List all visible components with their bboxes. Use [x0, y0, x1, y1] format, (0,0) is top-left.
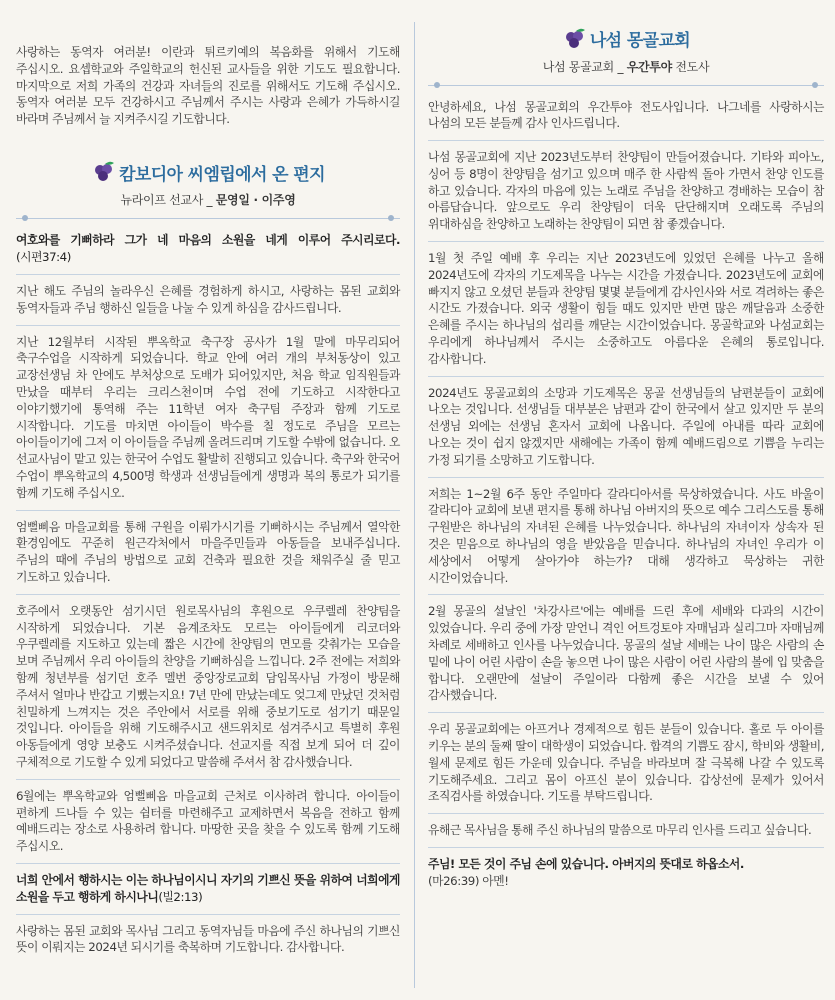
column-divider	[414, 22, 415, 988]
paragraph-separator	[428, 594, 824, 595]
closing-verse: 너희 안에서 행하시는 이는 하나님이시니 자기의 기쁘신 뜻을 위하여 너희에게 소원을 두고 행하게 하시나니(빌2:13)	[16, 872, 400, 904]
paragraph-separator	[16, 594, 400, 595]
paragraph: 저희는 1~2월 6주 동안 주일마다 갈라디아서를 묵상하였습니다. 사도 바울이 갈라디아 교회에 보낸 편지를 통해 하나님 아버지의 뜻으로 예수 그리스도를 통해 구원받은 하나님의 자녀된 은혜를 나누었습니다. 하나님의 자녀이자 상속자 된 것은 믿음으로 하나님의 영을 받았음을 믿습니다. 하나님의 자녀인 우리가 이 세상에서 어떻게 살아가야 하는가? 대해 생각하고 묵상하는 귀한 시간이었습니다.	[428, 486, 824, 585]
paragraph: 유해근 목사님을 통해 주신 하나님의 말씀으로 마무리 인사를 드리고 싶습니다.	[428, 823, 812, 838]
paragraph: 2월 몽골의 설날인 '차강사르'에는 예배를 드린 후에 세배와 다과의 시간이 있었습니다. 우리 중에 가장 맏언니 격인 어트겅토야 자매님과 실리그마 자매님께 차례로 세배하고 인사를 나누었습니다. 몽골의 설날 세배는 나이 많은 사람의 손 밑에 나이 어린 사람이 손을 놓으면 나이 많은 사람이 어린 사람의 볼에 입 맞춤을 합니다. 오랜만에 설날이 주일이라 다함께 좋은 시간을 보낼 수 있어 감사했습니다.	[428, 604, 824, 703]
section-title: 캄보디아 씨엠립에서 온 편지	[119, 164, 325, 185]
section-rule	[16, 214, 400, 224]
section-byline: 뉴라이프 선교사 _ 문영일 · 이주영	[120, 193, 296, 208]
grape-cluster-icon	[91, 160, 117, 184]
paragraph: 엄뻘삐음 마을교회를 통해 구원을 이뤄가시기를 기뻐하시는 주님께서 열악한 환경임에도 꾸준히 원근각처에서 마을주민들과 아동들을 보내주십니다. 주님의 때에 주님의 방법으로 교회 건축과 필요한 것을 채워주실 줄 믿고 기도하고 있습니다.	[16, 519, 400, 585]
paragraph-separator	[16, 274, 400, 275]
paragraph: 나섬 몽골교회에 지난 2023년도부터 찬양팀이 만들어졌습니다. 기타와 피아노, 싱어 등 8명이 찬양팀을 섬기고 있으며 매주 한 사람씩 돌아 가면서 찬양 인도를 하고 있습니다. 각자의 마음에 있는 노래로 주님을 찬양하고 경배하는 모습이 참 아름답습니다. 앞으로도 우리 찬양팀이 더욱 단단해지며 오래도록 주님의 위대하심을 찬양하고 노래하는 찬양팀이 되면 참 좋겠습니다.	[428, 150, 824, 232]
verse-reference: (빌2:13)	[158, 889, 203, 904]
paragraph: 호주에서 오랫동안 섬기시던 원로목사님의 후원으로 우쿠렐레 찬양팀을 시작하게 되었습니다. 기본 음계조차도 모르는 아이들에게 리코더와 우쿠렐레를 지도하고 있는데 짧은 시간에 찬양팀의 면모를 갖춰가는 모습을 보며 주님께서 우리 아이들의 찬양을 기뻐하심을 느낍니다. 2주 전에는 저희와 함께 청년부를 섬기던 호주 멜번 중앙장로교회 담임목사님 가정이 방문해 주셔서 얼마나 반갑고 기뻤는지요! 7년 만에 만났는데도 엊그제 만났던 것처럼 친밀하게 느껴지는 것은 주안에서 서로를 위해 중보기도로 섬기기 때문일 것입니다. 아이들을 위해 기도해주시고 샌드위치로 섬겨주시고 특별히 후원 아동들에게 영양 보충도 시켜주셨습니다. 선교지를 직접 보게 되어 더 깊이 구체적으로 기도할 수 있게 되었다고 말씀해 주셔서 참 감사했습니다.	[16, 603, 400, 769]
cambodia-section-header	[16, 160, 400, 209]
paragraph-separator	[16, 510, 400, 511]
paragraph-separator	[428, 477, 824, 478]
paragraph: 지난 12월부터 시작된 뿌옥학교 축구장 공사가 1월 말에 마무리되어 축구수업을 시작하게 되었습니다. 학교 안에 여러 개의 부처동상이 있고 교장선생님 차 안에도 부처상으로 도배가 되어있지만, 처음 학교 임직원들과 만났을 때부터 우리는 크리스천이며 수업 전에 기도하고 시작한다고 이야기했기에 통역해 주는 11학년 여자 축구팀 주장과 함께 기도로 시작합니다. 기도를 마치면 아이들이 박수를 칠 정도로 주님을 모르는 아이들이기에 그저 이 아이들을 주님께 올려드리며 기도할 수밖에 없습니다. 오 선교사님이 맡고 있는 한국어 수업도 활발히 진행되고 있습니다. 축구와 한국어 수업이 뿌옥학교의 4,500명 학생과 선생님들에게 생명과 복의 통로가 되기를 함께 기도해 주십시오.	[16, 334, 400, 500]
closing-verse: 주님! 모든 것이 주님 손에 있습니다. 아버지의 뜻대로 하옵소서.	[428, 856, 744, 871]
verse-reference: (시편37:4)	[16, 250, 71, 265]
closing-paragraph: 사랑하는 몸된 교회와 목사님 그리고 동역자님들 마음에 주신 하나님의 기쁘신 뜻이 이뤄지는 2024년 되시기를 축복하며 기도합니다. 감사합니다.	[16, 923, 400, 955]
paragraph-separator	[428, 712, 824, 713]
section-rule	[428, 81, 824, 91]
mongolia-section-header	[428, 26, 824, 75]
paragraph-separator	[428, 847, 824, 848]
paragraph-separator	[16, 779, 400, 780]
right-column	[428, 26, 824, 890]
closing-reference: (마26:39) 아멘!	[428, 873, 509, 888]
intro-paragraph: 사랑하는 동역자 여러분! 이란과 튀르키예의 복음화를 위해서 기도해 주십시오. 요셉학교와 주일학교의 헌신된 교사들을 위한 기도도 필요합니다. 마지막으로 저희 가족의 건강과 자녀들의 진로를 위해서도 기도해 주십시오. 동역자 여러분 모두 건강하시고 주님께서 주시는 사랑과 은혜가 가득하시길 바라며 주님께서 늘 지켜주시길 기도합니다.	[16, 45, 400, 127]
paragraph: 2024년도 몽골교회의 소망과 기도제목은 몽골 선생님들의 남편분들이 교회에 나오는 것입니다. 선생님들 대부분은 남편과 같이 한국에서 살고 있지만 두 분의 선생님 외에는 선생님 혼자서 교회에 나옵니다. 주일에 아내를 따라 교회에 나오는 것이 쉽지 않겠지만 새해에는 가족이 함께 예배드림으로 기쁨을 누리는 가정 되기를 소망하고 기도합니다.	[428, 385, 824, 467]
paragraph: 6월에는 뿌옥학교와 엄뻘삐음 마을교회 근처로 이사하려 합니다. 아이들이 편하게 드나들 수 있는 쉼터를 마련해주고 교제하면서 복음을 전하고 함께 예배드리는 장소로 사용하려 합니다. 마땅한 곳을 찾을 수 있도록 함께 기도해 주십시오.	[16, 788, 400, 854]
left-column	[16, 44, 400, 956]
paragraph-separator	[16, 863, 400, 864]
section-byline: 나섬 몽골교회 _ 우간투야 전도사	[542, 59, 710, 74]
paragraph-separator	[428, 140, 824, 141]
opening-verse: 여호와를 기뻐하라 그가 네 마음의 소원을 네게 이루어 주시리로다. (시편37:4)	[16, 233, 400, 265]
paragraph-separator	[428, 376, 824, 377]
paragraph-separator	[428, 813, 824, 814]
paragraph: 지난 해도 주님의 놀라우신 은혜를 경험하게 하시고, 사랑하는 몸된 교회와 동역자들과 주님 행하신 일들을 나눌 수 있게 하심을 감사드립니다.	[16, 284, 400, 315]
paragraph-separator	[16, 325, 400, 326]
grape-cluster-icon	[562, 27, 588, 51]
section-title: 나섬 몽골교회	[589, 31, 691, 51]
paragraph-separator	[16, 914, 400, 915]
paragraph: 우리 몽골교회에는 아프거나 경제적으로 힘든 분들이 있습니다. 홀로 두 아이를 키우는 분의 둘째 딸이 대학생이 되었습니다. 합격의 기쁨도 잠시, 학비와 생활비, 월세 문제로 힘든 가운데 있습니다. 주님을 바라보며 잘 극복해 나갈 수 있도록 기도해주세요. 그리고 몸이 아프신 분이 있습니다. 갑상선에 문제가 있어서 조직검사를 하였습니다. 기도를 부탁드립니다.	[428, 722, 824, 804]
paragraph: 안녕하세요, 나섬 몽골교회의 우간투야 전도사입니다. 나그네를 사랑하시는 나섬의 모든 분들께 감사 인사드립니다.	[428, 99, 824, 131]
paragraph: 1월 첫 주일 예배 후 우리는 지난 2023년도에 있었던 은혜를 나누고 올해 2024년도에 각자의 기도제목을 나누는 시간을 가졌습니다. 2023년도에 교회에 빠지지 않고 오셨던 분들과 찬양팀 몇몇 분들에게 감사인사와 서로 격려하는 좋은 시간도 가졌습니다. 외국 생활이 힘들 때도 있지만 반면 많은 깨달음과 소중한 은혜를 주시는 하나님의 섭리를 깨닫는 시간이었습니다. 몽골학교와 나섬교회는 우리에게 하나님께서 주시는 소중하고도 아름다운 은혜의 통로입니다. 감사합니다.	[428, 251, 824, 366]
paragraph-separator	[428, 241, 824, 242]
